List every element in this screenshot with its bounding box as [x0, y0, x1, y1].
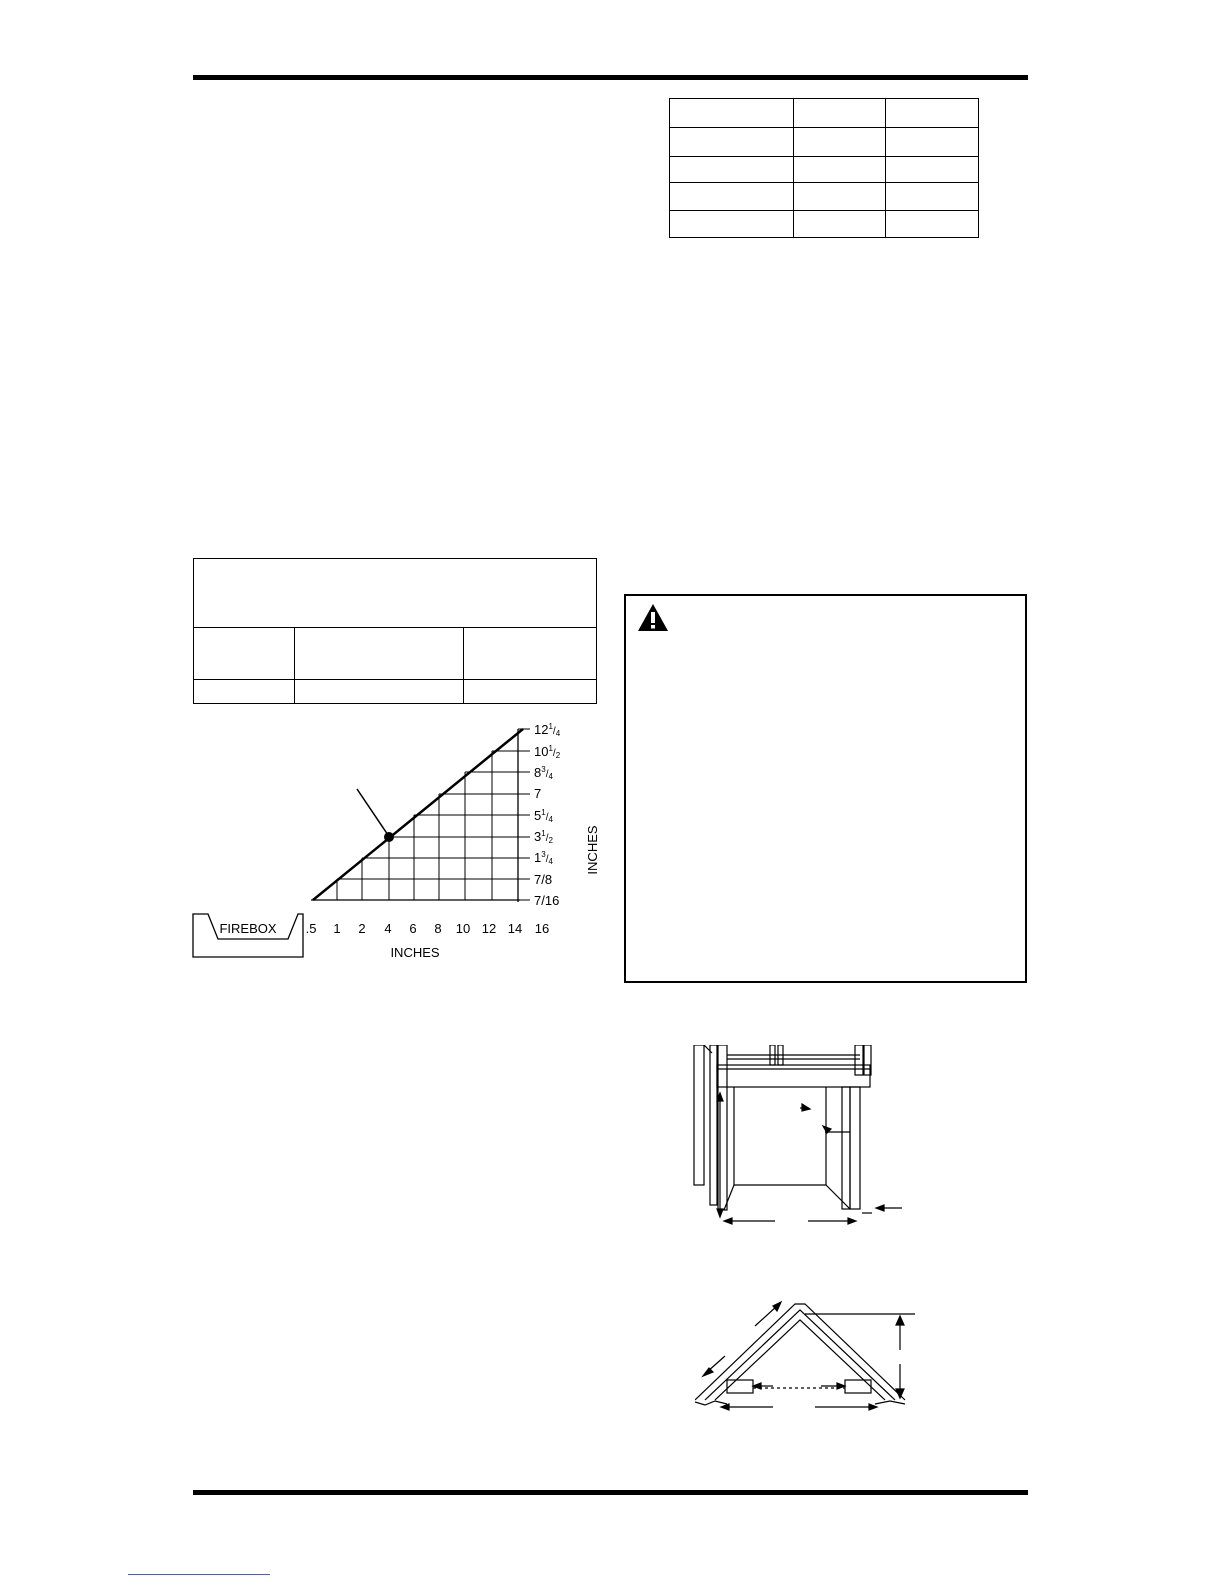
x-tick-label: 12: [481, 921, 497, 936]
x-tick-labels: [306, 921, 550, 936]
y-tick-label: $3^1_/2$: [534, 829, 553, 845]
x-tick-label: 10: [455, 921, 471, 936]
y-tick-label: $1^3_/4$: [534, 850, 553, 866]
x-tick-label: 2: [358, 921, 366, 936]
y-tick-label: 7/16: [534, 893, 560, 908]
y-tick-labels: [534, 722, 561, 908]
bottom-rule: [193, 1490, 1028, 1495]
y-tick-label: $5^1_/4$: [534, 808, 553, 824]
x-tick-label: 8: [434, 921, 442, 936]
framing-corner-diagram: [695, 1300, 925, 1425]
framing-front-diagram: [690, 1045, 920, 1240]
y-tick-label: 7/8: [534, 872, 553, 887]
warning-box: [624, 594, 1027, 983]
footer-link-underline[interactable]: [128, 1574, 270, 1575]
x-tick-label: 4: [384, 921, 392, 936]
top-rule: [193, 75, 1028, 80]
y-axis-label: INCHES: [585, 825, 600, 875]
warning-triangle-icon: [636, 602, 670, 634]
callout-leader-line: [357, 789, 388, 835]
x-tick-label: .5: [305, 921, 317, 936]
y-tick-label: $12^1_/4$: [534, 722, 561, 738]
x-tick-label: 16: [534, 921, 550, 936]
clearance-graph: [185, 720, 615, 975]
x-axis-label: INCHES: [390, 945, 440, 960]
y-tick-label: 7: [534, 786, 542, 801]
highlighted-point: [384, 832, 394, 842]
y-tick-label: $8^3_/4$: [534, 765, 553, 781]
left-middle-table: [193, 558, 597, 704]
x-tick-label: 6: [409, 921, 417, 936]
top-right-table: [669, 98, 979, 238]
x-tick-label: 14: [507, 921, 523, 936]
firebox-label: FIREBOX: [219, 921, 277, 936]
x-tick-label: 1: [333, 921, 341, 936]
y-tick-label: $10^1_/2$: [534, 744, 561, 760]
